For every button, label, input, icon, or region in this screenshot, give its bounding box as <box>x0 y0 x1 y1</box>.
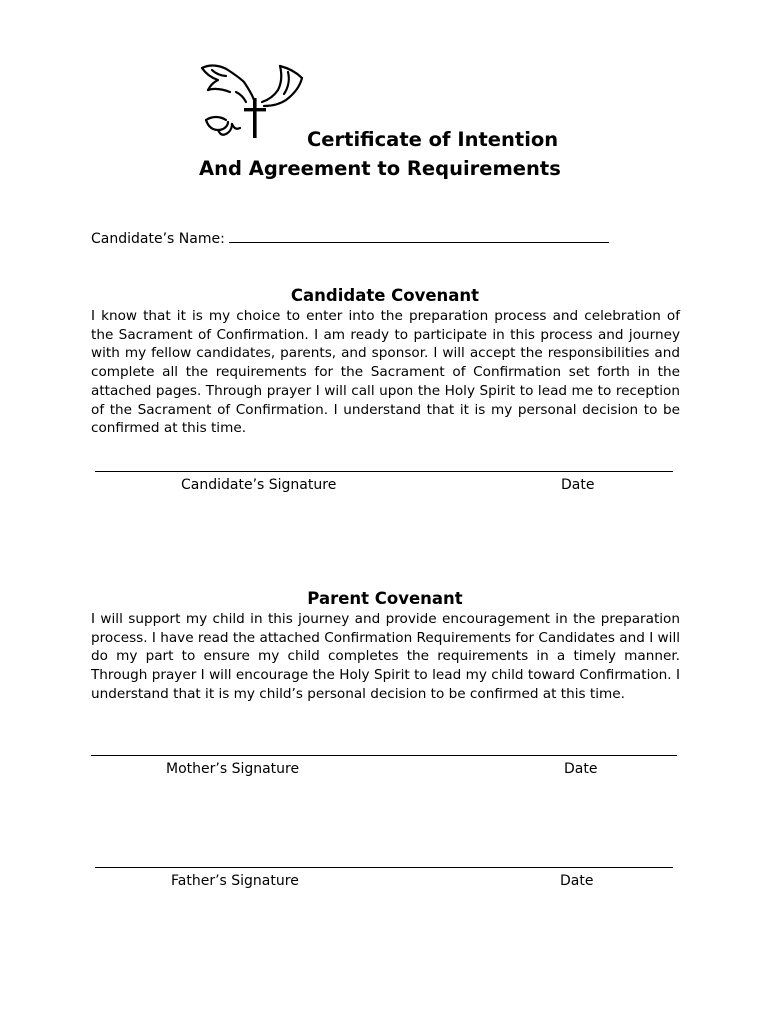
certificate-title-line-2: And Agreement to Requirements <box>199 157 561 180</box>
candidate-covenant-heading: Candidate Covenant <box>290 286 480 305</box>
candidate-name-field <box>91 229 609 247</box>
dove-with-cross-icon <box>196 62 312 144</box>
mother-signature-line[interactable] <box>91 755 677 756</box>
father-signature-label: Father’s Signature <box>171 873 299 889</box>
mother-date-label: Date <box>564 761 598 777</box>
candidate-signature-line[interactable] <box>95 471 673 472</box>
mother-signature-label: Mother’s Signature <box>166 761 300 777</box>
candidate-date-label: Date <box>561 477 595 493</box>
certificate-title-line-1: Certificate of Intention <box>307 128 559 151</box>
parent-covenant-heading: Parent Covenant <box>307 589 463 608</box>
parent-covenant-text: I will support my child in this journey and provide encouragement in the preparation process. I have read the attached Confirmation Requirements for Candidates and I will do my part to ensure my child completes the requirements in a timely manner. Through prayer I will encourage the Holy Spirit to lead my child toward Confirmation. I understand that it is my child’s personal decision to be confirmed at this time. <box>91 611 680 702</box>
candidate-name-label: Candidate’s Name: <box>91 231 225 247</box>
candidate-signature-label: Candidate’s Signature <box>181 477 337 493</box>
candidate-covenant-text: I know that it is my choice to enter into the preparation process and celebration of the Sacrament of Confirmation. I am ready to participate in this process and journey with my fellow candidates, parents, and sponsor. I will accept the responsibilities and complete all the requirements for the Sacrament of Confirmation set forth in the attached pages. Through prayer I will call upon the Holy Spirit to lead me to reception of the Sacrament of Confirmation. I understand that it is my personal decision to be confirmed at this time. <box>91 308 680 437</box>
candidate-name-blank[interactable] <box>229 229 609 243</box>
father-signature-line[interactable] <box>95 867 673 868</box>
father-date-label: Date <box>560 873 594 889</box>
